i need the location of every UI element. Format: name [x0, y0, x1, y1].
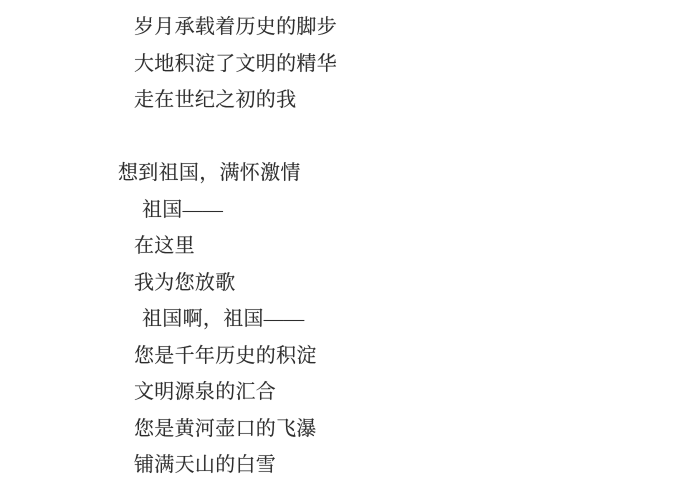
poem-line: 铺满天山的白雪	[134, 454, 277, 476]
poem-line: 您是黄河壶口的飞瀑	[134, 417, 317, 440]
poem-text-block	[0, 9, 700, 484]
poem-line: 祖国——	[142, 198, 224, 221]
poem-line: 文明源泉的汇合	[134, 381, 277, 403]
poem-line: 大地积淀了文明的精华	[134, 52, 337, 75]
poem-line: 在这里	[134, 235, 195, 257]
poem-line: 岁月承载着历史的脚步	[134, 16, 337, 38]
poem-blank-line	[0, 119, 700, 156]
poem-line: 走在世纪之初的我	[134, 89, 297, 111]
poem-line: 想到祖国，满怀激情	[118, 162, 301, 184]
poem-line: 您是千年历史的积淀	[134, 344, 317, 367]
poem-line: 祖国啊，祖国——	[142, 308, 305, 330]
poem-line: 我为您放歌	[134, 271, 236, 294]
